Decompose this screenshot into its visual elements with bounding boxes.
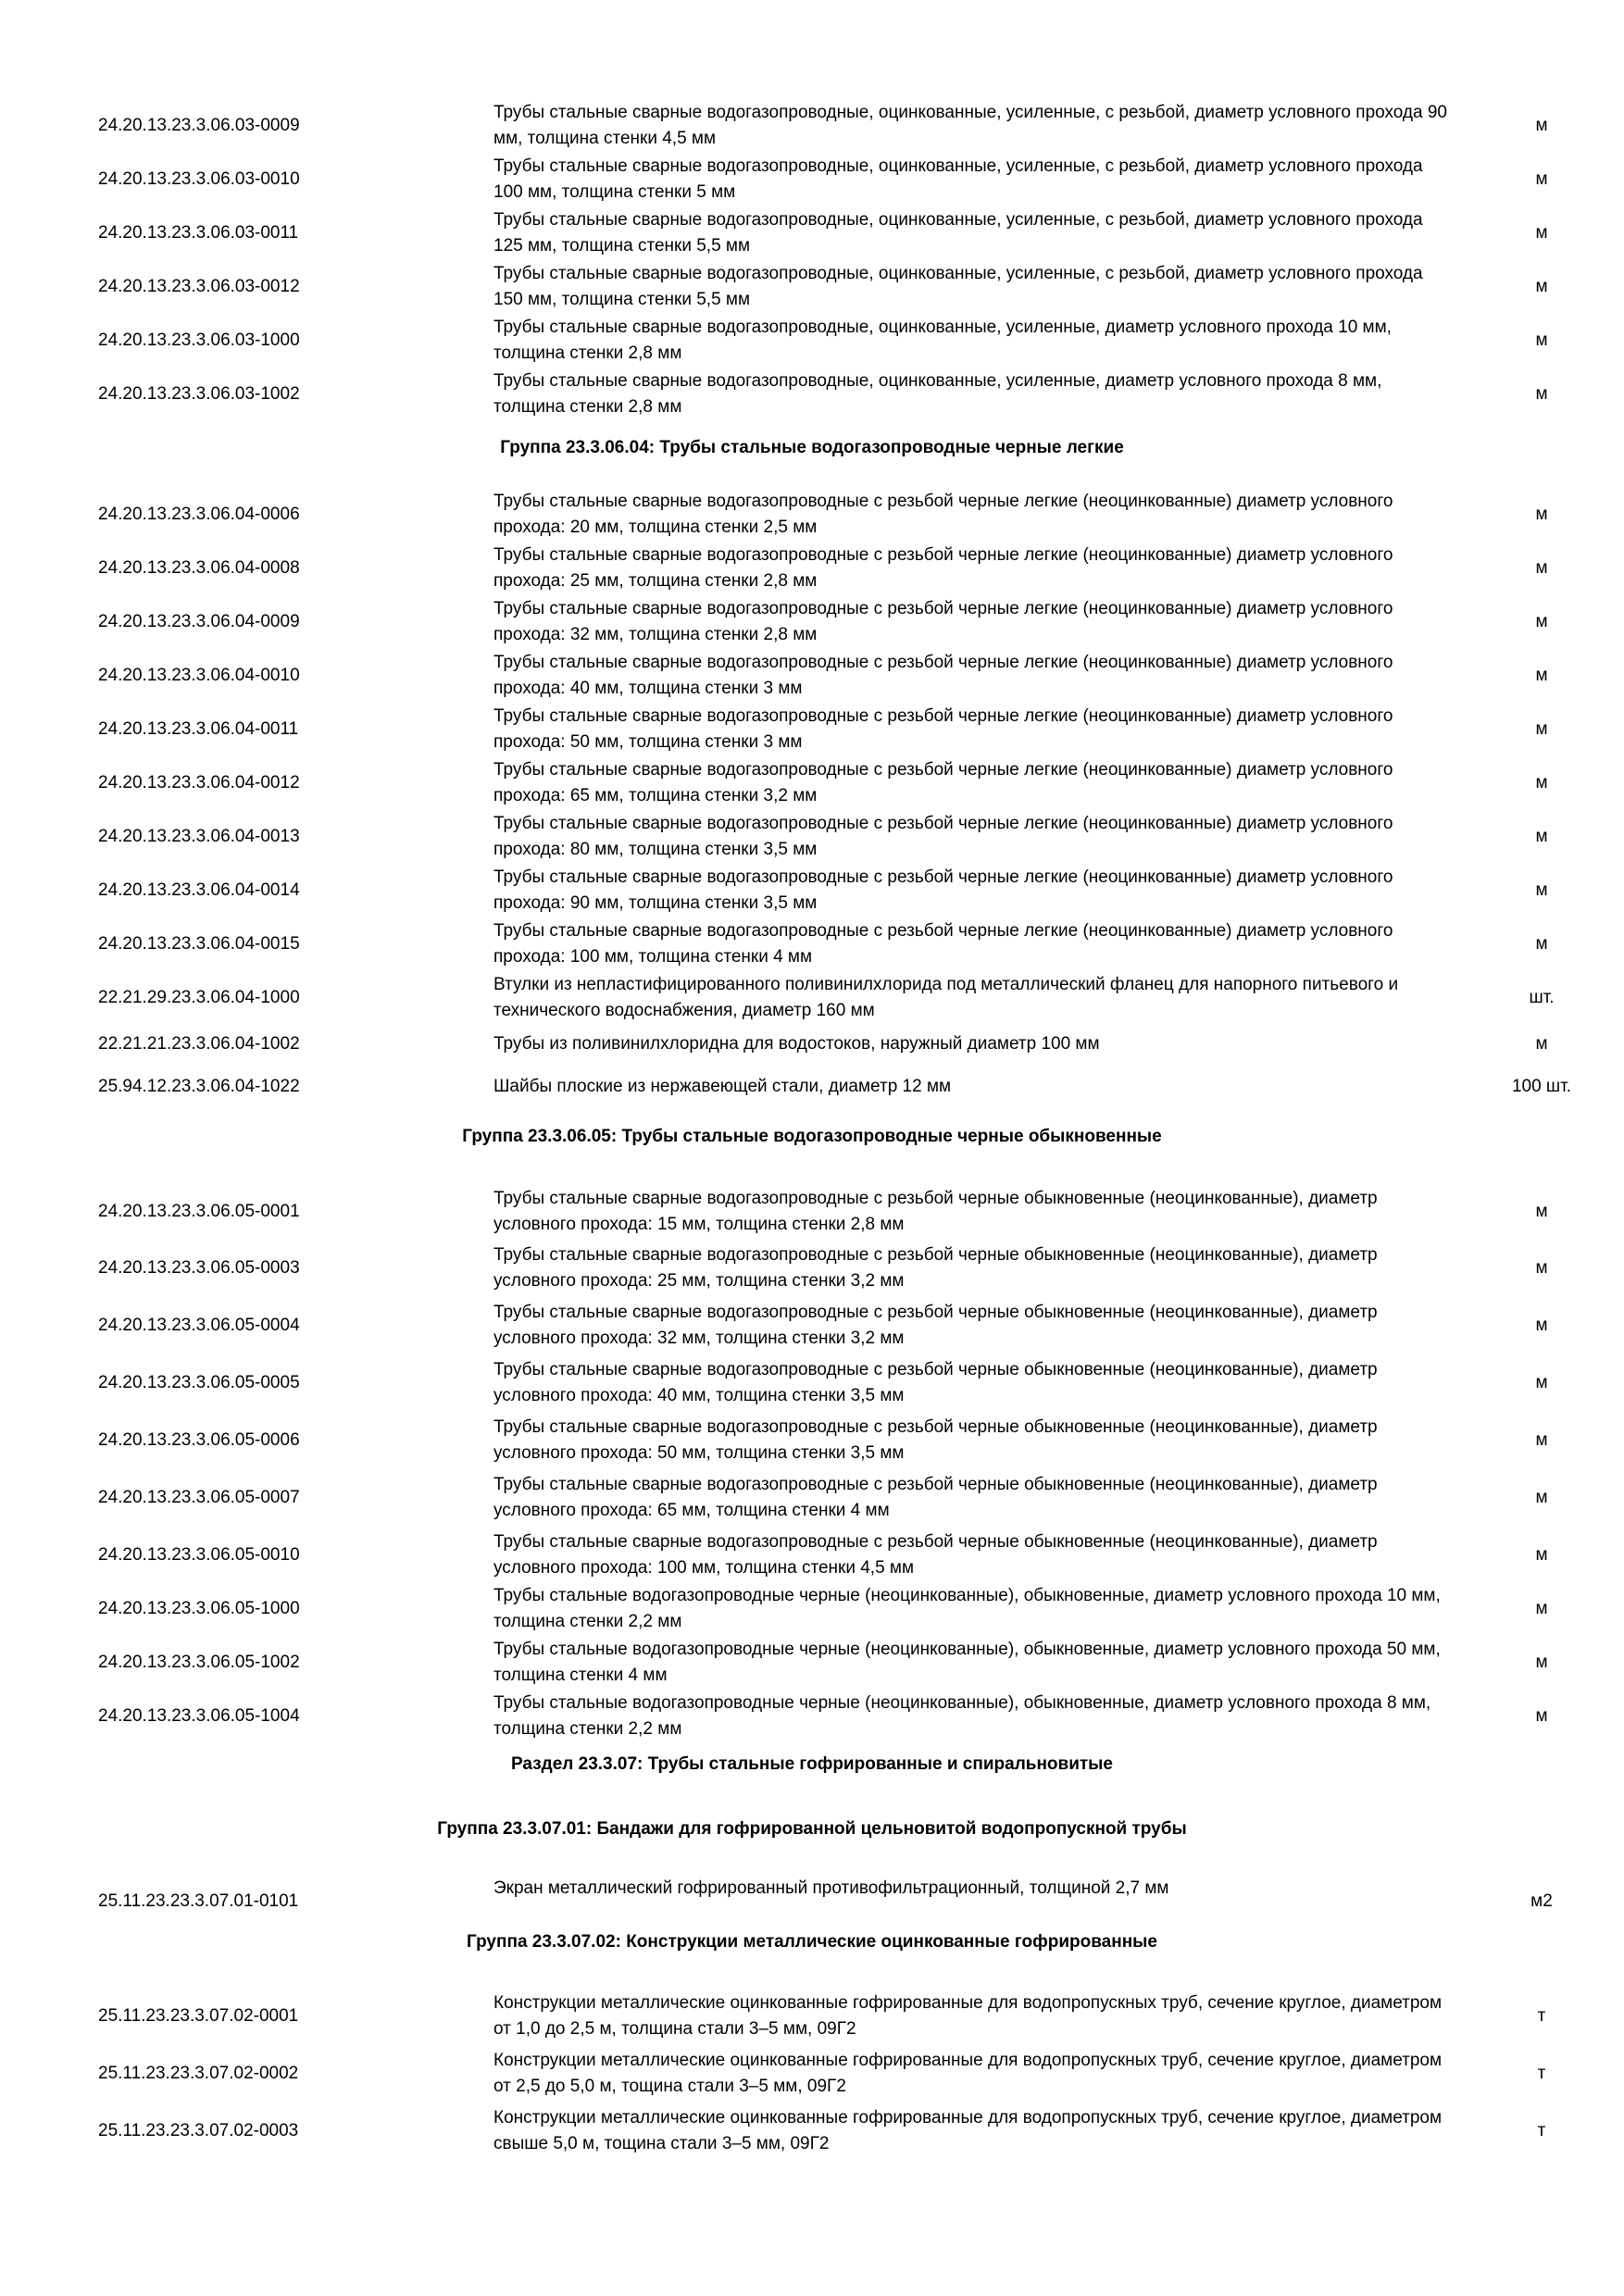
resource-description: Трубы стальные сварные водогазопроводные с резьбой черные легкие (неоцинкованные) диаметр условного прохода: 80 мм, толщина стенки 3,5 мм [493, 814, 1393, 859]
unit-of-measure: м [1535, 384, 1548, 404]
resource-code: 24.20.13.23.3.06.05-1004 [98, 1706, 300, 1726]
unit-of-measure: м [1535, 1488, 1548, 1507]
resource-code: 24.20.13.23.3.06.03-0009 [98, 116, 300, 135]
resource-code: 24.20.13.23.3.06.05-0006 [98, 1430, 300, 1450]
unit-of-measure: м [1535, 1316, 1548, 1335]
resource-code: 24.20.13.23.3.06.04-0008 [98, 558, 300, 578]
resource-description: Конструкции металлические оцинкованные гофрированные для водопропускных труб, сечение круглое, диаметром свыше 5,0 м, тощина стали 3–5 мм, 09Г2 [493, 2108, 1443, 2153]
resource-description: Трубы стальные сварные водогазопроводные с резьбой черные легкие (неоцинкованные) диаметр условного прохода: 50 мм, толщина стенки 3 мм [493, 706, 1393, 752]
section-heading: Группа 23.3.06.04: Трубы стальные водогазопроводные черные легкие [500, 438, 1124, 457]
unit-of-measure: м [1535, 331, 1548, 350]
unit-of-measure: м [1535, 1545, 1548, 1565]
unit-of-measure: м [1535, 1653, 1548, 1672]
unit-of-measure: м [1535, 827, 1548, 846]
resource-description: Трубы стальные сварные водогазопроводные с резьбой черные обыкновенные (неоцинкованные), диаметр условного прохода: 15 мм, толщина стенки 2,8 мм [493, 1189, 1378, 1234]
resource-code: 24.20.13.23.3.06.04-0006 [98, 505, 300, 524]
resource-description: Трубы стальные сварные водогазопроводные с резьбой черные обыкновенные (неоцинкованные), диаметр условного прохода: 50 мм, толщина стенки 3,5 мм [493, 1417, 1378, 1463]
resource-description: Конструкции металлические оцинкованные гофрированные для водопропускных труб, сечение круглое, диаметром от 2,5 до 5,0 м, тощина стали 3–5 мм, 09Г2 [493, 2051, 1443, 2096]
resource-code: 24.20.13.23.3.06.03-0012 [98, 277, 300, 296]
section-heading: Группа 23.3.06.05: Трубы стальные водогазопроводные черные обыкновенные [462, 1127, 1162, 1146]
resource-code: 22.21.29.23.3.06.04-1000 [98, 988, 300, 1007]
resource-code: 25.11.23.23.3.07.02-0001 [98, 2006, 299, 2026]
resource-description: Трубы стальные сварные водогазопроводные, оцинкованные, усиленные, с резьбой, диаметр условного прохода 90 мм, толщина стенки 4,5 мм [493, 103, 1447, 148]
resource-code: 22.21.21.23.3.06.04-1002 [98, 1034, 300, 1054]
resource-code: 24.20.13.23.3.06.03-0010 [98, 169, 300, 189]
resource-code: 24.20.13.23.3.06.04-0010 [98, 666, 300, 685]
section-heading: Группа 23.3.07.02: Конструкции металлические оцинкованные гофрированные [467, 1932, 1157, 1952]
unit-of-measure: м [1535, 666, 1548, 685]
unit-of-measure: т [1537, 2006, 1546, 2026]
resource-code: 24.20.13.23.3.06.04-0012 [98, 773, 300, 792]
resource-description: Трубы стальные сварные водогазопроводные, оцинкованные, усиленные, с резьбой, диаметр условного прохода 100 мм, толщина стенки 5 мм [493, 156, 1423, 202]
unit-of-measure: м [1535, 1373, 1548, 1392]
resource-code: 25.11.23.23.3.07.02-0003 [98, 2121, 299, 2140]
unit-of-measure: м [1535, 1034, 1548, 1054]
resource-description: Трубы стальные водогазопроводные черные (неоцинкованные), обыкновенные, диаметр условного прохода 8 мм, толщина стенки 2,2 мм [493, 1693, 1431, 1739]
resource-description: Экран металлический гофрированный противофильтрационный, толщиной 2,7 мм [493, 1878, 1169, 1898]
unit-of-measure: м [1535, 1202, 1548, 1221]
unit-of-measure: м [1535, 505, 1548, 524]
resource-code: 25.11.23.23.3.07.02-0002 [98, 2064, 299, 2083]
resource-code: 24.20.13.23.3.06.03-0011 [98, 223, 299, 243]
resource-code: 24.20.13.23.3.06.04-0014 [98, 880, 300, 900]
unit-of-measure: м [1535, 880, 1548, 900]
unit-of-measure: м [1535, 116, 1548, 135]
resource-description: Трубы стальные сварные водогазопроводные с резьбой черные обыкновенные (неоцинкованные), диаметр условного прохода: 100 мм, толщина стенки 4,5 мм [493, 1532, 1378, 1578]
resource-description: Трубы стальные сварные водогазопроводные с резьбой черные легкие (неоцинкованные) диаметр условного прохода: 32 мм, толщина стенки 2,8 мм [493, 599, 1393, 644]
resource-code: 24.20.13.23.3.06.05-1000 [98, 1599, 300, 1618]
section-heading: Раздел 23.3.07: Трубы стальные гофрированные и спиральновитые [511, 1754, 1113, 1774]
unit-of-measure: м [1535, 934, 1548, 954]
unit-of-measure: м [1535, 612, 1548, 631]
resource-code: 24.20.13.23.3.06.05-0001 [98, 1202, 300, 1221]
resource-code: 24.20.13.23.3.06.04-0009 [98, 612, 300, 631]
resource-description: Трубы из поливинилхлоридна для водостоков, наружный диаметр 100 мм [493, 1034, 1100, 1054]
resource-code: 24.20.13.23.3.06.05-0003 [98, 1258, 300, 1278]
resource-code: 25.94.12.23.3.06.04-1022 [98, 1077, 300, 1096]
resource-description: Трубы стальные сварные водогазопроводные с резьбой черные обыкновенные (неоцинкованные), диаметр условного прохода: 40 мм, толщина стенки 3,5 мм [493, 1360, 1378, 1405]
resource-code: 24.20.13.23.3.06.05-0010 [98, 1545, 300, 1565]
resource-description: Трубы стальные сварные водогазопроводные, оцинкованные, усиленные, с резьбой, диаметр условного прохода 125 мм, толщина стенки 5,5 мм [493, 210, 1423, 256]
resource-description: Трубы стальные сварные водогазопроводные с резьбой черные обыкновенные (неоцинкованные), диаметр условного прохода: 25 мм, толщина стенки 3,2 мм [493, 1245, 1378, 1291]
unit-of-measure: м [1535, 719, 1548, 739]
unit-of-measure: м [1535, 1599, 1548, 1618]
resource-code: 24.20.13.23.3.06.03-1000 [98, 331, 300, 350]
resource-description: Трубы стальные сварные водогазопроводные с резьбой черные легкие (неоцинкованные) диаметр условного прохода: 65 мм, толщина стенки 3,2 мм [493, 760, 1393, 805]
unit-of-measure: т [1537, 2064, 1546, 2083]
resource-code: 24.20.13.23.3.06.05-1002 [98, 1653, 300, 1672]
unit-of-measure: м [1535, 277, 1548, 296]
resource-description: Трубы стальные сварные водогазопроводные с резьбой черные обыкновенные (неоцинкованные), диаметр условного прохода: 32 мм, толщина стенки 3,2 мм [493, 1303, 1378, 1348]
resource-description: Трубы стальные сварные водогазопроводные с резьбой черные легкие (неоцинкованные) диаметр условного прохода: 100 мм, толщина стенки 4 мм [493, 921, 1393, 967]
unit-of-measure: м [1535, 773, 1548, 792]
unit-of-measure: м [1535, 558, 1548, 578]
resource-description: Трубы стальные сварные водогазопроводные, оцинкованные, усиленные, диаметр условного прохода 10 мм, толщина стенки 2,8 мм [493, 318, 1392, 363]
resource-code: 24.20.13.23.3.06.04-0013 [98, 827, 300, 846]
resource-code: 24.20.13.23.3.06.03-1002 [98, 384, 300, 404]
resource-description: Трубы стальные сварные водогазопроводные с резьбой черные легкие (неоцинкованные) диаметр условного прохода: 25 мм, толщина стенки 2,8 мм [493, 545, 1393, 591]
unit-of-measure: м [1535, 223, 1548, 243]
resource-description: Трубы стальные водогазопроводные черные (неоцинкованные), обыкновенные, диаметр условного прохода 50 мм, толщина стенки 4 мм [493, 1640, 1441, 1685]
resource-code: 24.20.13.23.3.06.04-0011 [98, 719, 299, 739]
resource-code: 25.11.23.23.3.07.01-0101 [98, 1891, 299, 1911]
unit-of-measure: 100 шт. [1511, 1077, 1572, 1096]
resource-description: Трубы стальные сварные водогазопроводные с резьбой черные обыкновенные (неоцинкованные), диаметр условного прохода: 65 мм, толщина стенки 4 мм [493, 1475, 1378, 1520]
resource-description: Трубы стальные сварные водогазопроводные с резьбой черные легкие (неоцинкованные) диаметр условного прохода: 20 мм, толщина стенки 2,5 мм [493, 492, 1393, 537]
unit-of-measure: м [1535, 1430, 1548, 1450]
resource-description: Трубы стальные водогазопроводные черные (неоцинкованные), обыкновенные, диаметр условного прохода 10 мм, толщина стенки 2,2 мм [493, 1586, 1441, 1631]
resource-description: Втулки из непластифицированного поливинилхлорида под металлический фланец для напорного питьевого и технического водоснабжения, диаметр 160 мм [493, 975, 1399, 1020]
resource-description: Трубы стальные сварные водогазопроводные, оцинкованные, усиленные, с резьбой, диаметр условного прохода 150 мм, толщина стенки 5,5 мм [493, 264, 1423, 309]
resource-description: Трубы стальные сварные водогазопроводные с резьбой черные легкие (неоцинкованные) диаметр условного прохода: 40 мм, толщина стенки 3 мм [493, 653, 1393, 698]
resource-description: Шайбы плоские из нержавеющей стали, диаметр 12 мм [493, 1077, 952, 1096]
resource-code: 24.20.13.23.3.06.05-0004 [98, 1316, 300, 1335]
resource-code: 24.20.13.23.3.06.05-0005 [98, 1373, 300, 1392]
unit-of-measure: м [1535, 169, 1548, 189]
unit-of-measure: шт. [1529, 988, 1555, 1007]
resource-description: Трубы стальные сварные водогазопроводные с резьбой черные легкие (неоцинкованные) диаметр условного прохода: 90 мм, толщина стенки 3,5 мм [493, 867, 1393, 913]
resource-code: 24.20.13.23.3.06.05-0007 [98, 1488, 300, 1507]
unit-of-measure: т [1537, 2121, 1546, 2140]
resource-description: Трубы стальные сварные водогазопроводные, оцинкованные, усиленные, диаметр условного прохода 8 мм, толщина стенки 2,8 мм [493, 371, 1382, 417]
resource-code: 24.20.13.23.3.06.04-0015 [98, 934, 300, 954]
resource-description: Конструкции металлические оцинкованные гофрированные для водопропускных труб, сечение круглое, диаметром от 1,0 до 2,5 м, толщина стали 3–5 мм, 09Г2 [493, 1993, 1443, 2039]
section-heading: Группа 23.3.07.01: Бандажи для гофрированной цельновитой водопропускной трубы [437, 1819, 1187, 1839]
unit-of-measure: м [1535, 1706, 1548, 1726]
unit-of-measure: м2 [1530, 1891, 1553, 1911]
unit-of-measure: м [1535, 1258, 1548, 1278]
